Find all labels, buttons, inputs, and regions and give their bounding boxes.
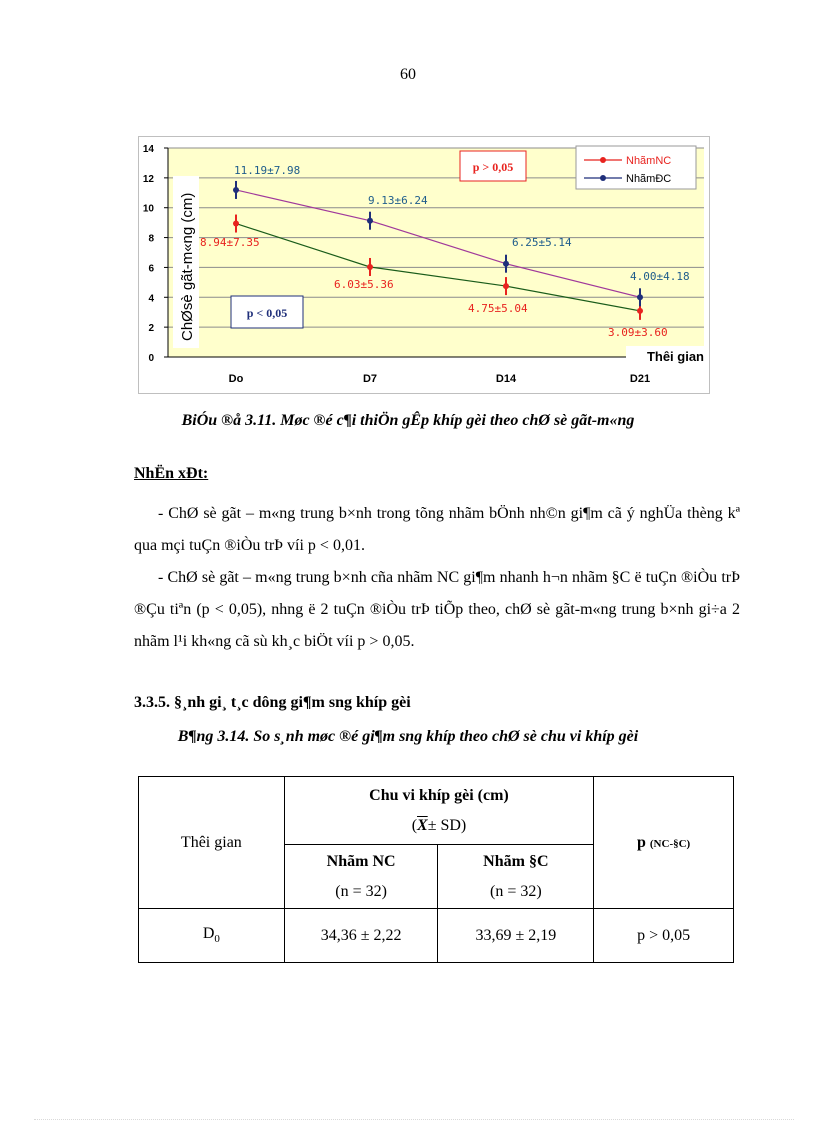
dc-data-point: [233, 187, 239, 193]
x-tick-label: D14: [495, 373, 517, 385]
cell-dc: 33,69 ± 2,19: [438, 909, 594, 963]
data-label: 4.00±4.18: [630, 270, 690, 283]
y-tick-label: 12: [142, 173, 154, 185]
cell-p: p > 0,05: [594, 909, 734, 963]
annotation-p-lt: p < 0,05: [246, 306, 288, 320]
data-label: 9.13±6.24: [368, 194, 428, 207]
comment-heading: NhËn xÐt:: [134, 465, 209, 482]
header-time: Thêi gian: [139, 777, 285, 909]
section-heading: 3.3.5. §¸nh gi¸ t¸c dông gi¶m sng khíp gèi: [134, 694, 411, 711]
cell-nc: 34,36 ± 2,22: [284, 909, 438, 963]
dc-data-point: [503, 261, 509, 267]
dc-data-point: [367, 218, 373, 224]
nc-data-point: [233, 221, 239, 227]
table-caption: B¶ng 3.14. So s¸nh møc ®é gi¶m sng khíp theo chØ sè chu vi khíp gèi: [177, 728, 639, 745]
paragraph-1: - ChØ sè gãt – m«ng trung b×nh trong tõng nhãm bÖnh nh©n gi¶m cã ý nghÜa thèng kª qua mçi tuÇn ®iÒu trÞ víi p < 0,01.: [134, 505, 740, 554]
y-tick-label: 10: [142, 203, 154, 215]
page-bottom-rule: [34, 1119, 794, 1120]
nc-data-point: [637, 308, 643, 314]
data-label: 11.19±7.98: [234, 164, 301, 177]
y-tick-label: 6: [148, 263, 154, 275]
legend-marker: [600, 175, 606, 181]
nc-data-point: [503, 283, 509, 289]
legend-label: NhãmNC: [626, 155, 672, 167]
x-tick-label: Do: [228, 373, 244, 385]
data-label: 4.75±5.04: [468, 302, 528, 315]
y-tick-label: 4: [148, 293, 154, 305]
data-label: 3.09±3.60: [608, 326, 668, 339]
annotation-p-gt: p > 0,05: [472, 160, 514, 174]
line-chart: [138, 136, 710, 394]
header-group-title: Chu vi khíp gèi (cm): [369, 786, 509, 804]
comment-block: [134, 458, 740, 658]
legend-marker: [600, 157, 606, 163]
x-axis-label: Thêi gian: [646, 349, 704, 364]
cell-time: $D_0$: [139, 909, 285, 963]
table-row: [139, 909, 734, 963]
y-tick-label: 14: [142, 144, 154, 155]
page-number: 60: [400, 66, 416, 83]
dc-data-point: [637, 294, 643, 300]
header-p-sub: (NC-§C): [649, 837, 691, 850]
data-label: 6.03±5.36: [334, 278, 394, 291]
header-group-sub: $(\overline{X}\pm SD)$: [411, 816, 467, 834]
legend-label: NhãmĐC: [626, 173, 672, 185]
x-tick-label: D7: [362, 373, 378, 385]
y-tick-label: 8: [148, 233, 154, 245]
header-dc: Nhãm §C (n = 32): [438, 845, 594, 909]
nc-data-point: [367, 264, 373, 270]
y-axis-label: ChØsè gãt-m«ng (cm): [179, 192, 196, 341]
paragraph-2: - ChØ sè gãt – m«ng trung b×nh cña nhãm NC gi¶m nhanh h¬n nhãm §C ë tuÇn ®iÒu trÞ ®Çu tiªn (p < 0,05), nhng ë 2 tuÇn ®iÒu trÞ tiÕp theo, chØ sè gãt-m«ng trung b×nh gi÷a 2 nhãm l¹i kh«ng cã sù kh¸c biÖt víi p > 0,05.: [134, 569, 740, 650]
figure-caption: BiÓu ®å 3.11. Møc ®é c¶i thiÖn gÊp khíp gèi theo chØ sè gãt-m«ng: [181, 412, 635, 429]
data-table: [138, 776, 734, 963]
header-group: [284, 777, 593, 845]
y-tick-label: 0: [148, 353, 154, 364]
x-tick-label: D21: [629, 373, 651, 385]
data-label: 8.94±7.35: [200, 236, 260, 249]
header-p: p (NC-§C): [594, 777, 734, 909]
data-label: 6.25±5.14: [512, 236, 572, 249]
header-nc: Nhãm NC (n = 32): [284, 845, 438, 909]
y-tick-label: 2: [148, 323, 154, 335]
x-bar-symbol: $\overline{X}$: [417, 816, 428, 834]
